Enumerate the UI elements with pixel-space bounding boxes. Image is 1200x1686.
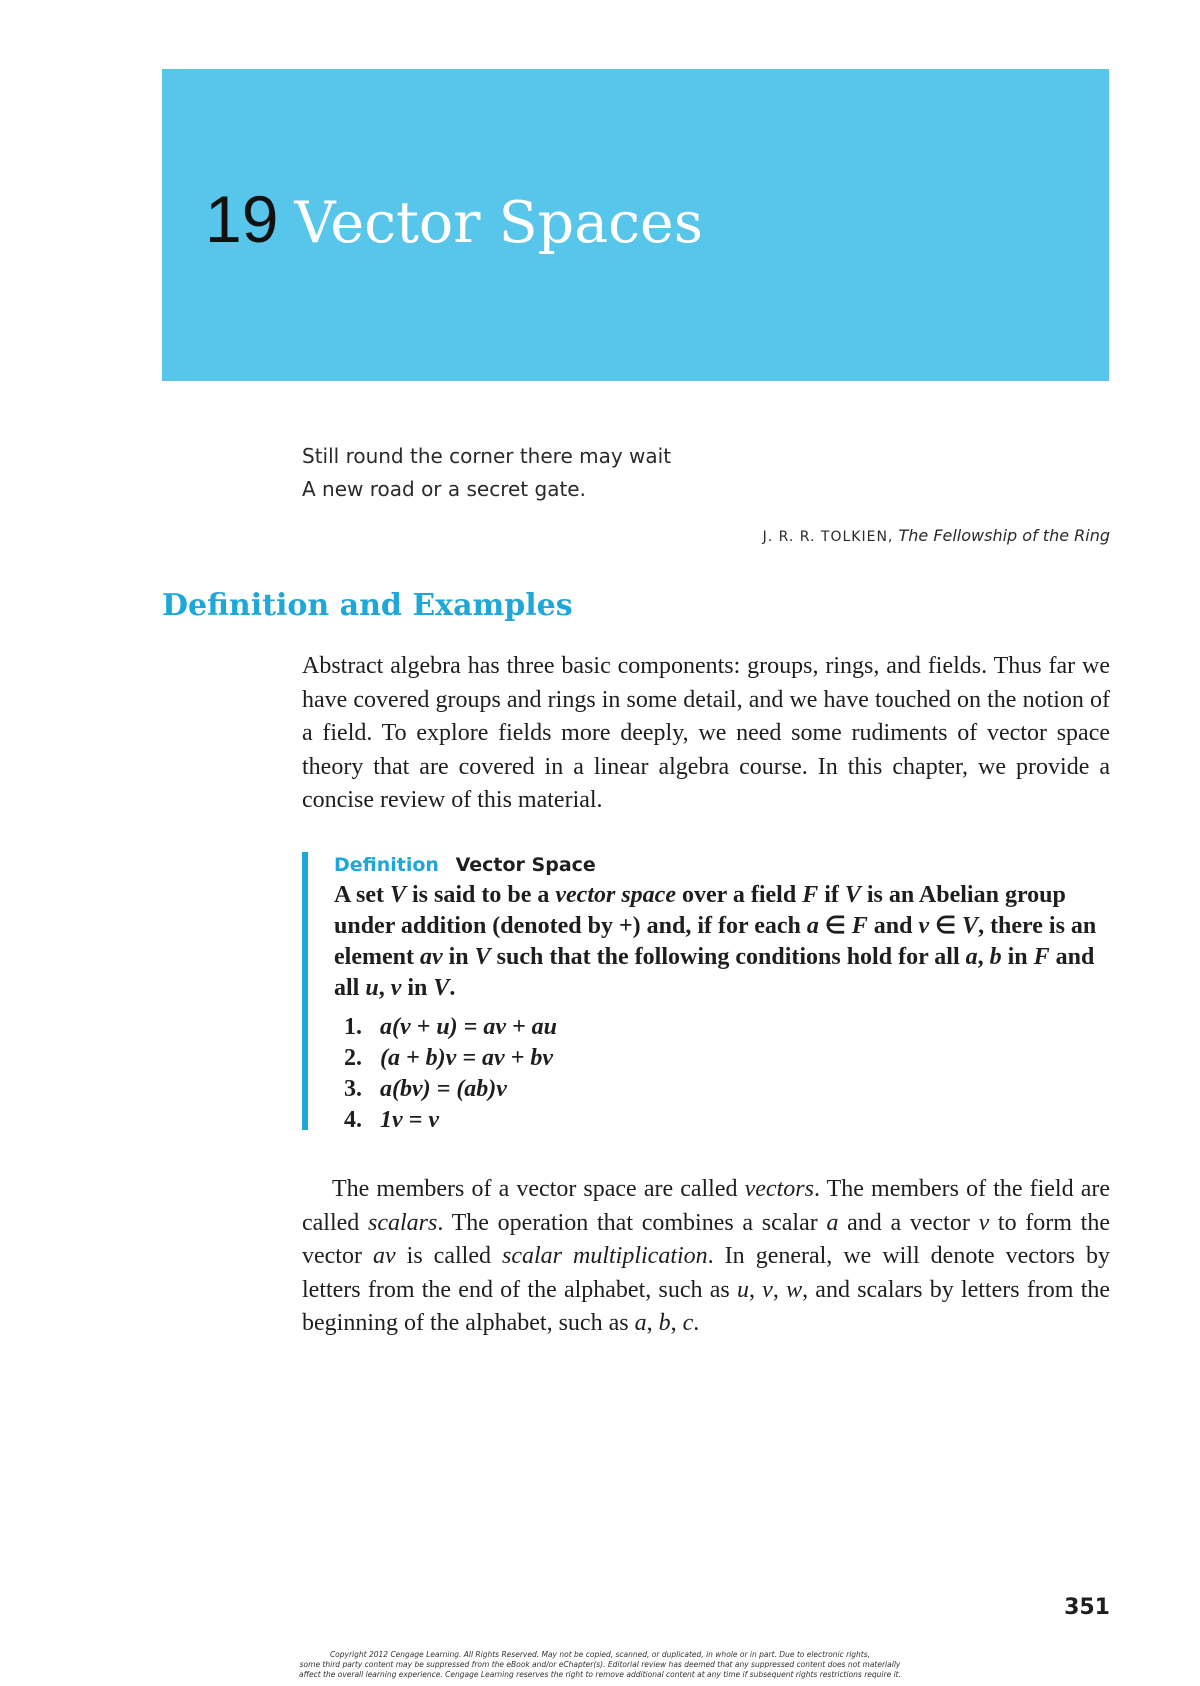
definition-title: Vector Space [455, 854, 596, 876]
italic-term: v [390, 975, 402, 1001]
epigraph-line: A new road or a secret gate. [302, 477, 586, 501]
axiom-item: 4. 1v = v [344, 1107, 439, 1133]
axiom-item: 3. a(bv) = (ab)v [344, 1076, 507, 1102]
italic-term: F [802, 882, 819, 908]
italic-term: F [851, 913, 868, 939]
italic-term: u [736, 1276, 749, 1303]
italic-term: scalars [368, 1209, 438, 1236]
definition-box [302, 852, 1110, 1133]
epigraph [302, 440, 1110, 545]
chapter-title [205, 182, 704, 256]
section-heading: Definition and Examples [162, 588, 573, 623]
italic-term: u [365, 975, 379, 1001]
copyright-line: affect the overall learning experience. Cengage Learning reserves the right to remove additional content at any time if subsequent rights restrictions require it. [298, 1670, 902, 1679]
epigraph-attribution [302, 526, 1110, 545]
intro-paragraph: Abstract algebra has three basic components: groups, rings, and fields. Thus far we have covered groups and rings in some detail, and we have touched on the notion of a field. To explore fields more deeply, we need some rudiments of vector space theory that are covered in a linear algebra course. In this chapter, we provide a concise review of this material. [302, 653, 1110, 813]
copyright-notice [260, 1650, 940, 1680]
chapter-number: 19 [205, 182, 279, 256]
italic-term: v [978, 1209, 990, 1236]
italic-term: V [433, 975, 450, 1001]
italic-term: v [762, 1276, 773, 1303]
definition-text: A set V is said to be a vector space over a field F if V is an Abelian group under addition (denoted by +) and, if for each a ∈ F and v ∈ V, there is an element av in V such that the following conditions hold for all a, b in F and all u, v in V. [334, 882, 1097, 1001]
italic-term: vector space [555, 882, 676, 908]
copyright-line: some third party content may be suppressed from the eBook and/or eChapter(s). Editorial review has deemed that any suppressed content does not materially [299, 1660, 901, 1669]
italic-term: F [1033, 944, 1050, 970]
italic-term: a [634, 1310, 647, 1336]
definition-label: Definition [334, 854, 439, 876]
definition-header [334, 852, 1110, 878]
italic-term: scalar multiplication [501, 1243, 708, 1269]
italic-term: av [372, 1243, 396, 1269]
axiom-list [334, 1012, 1110, 1136]
italic-term: b [658, 1310, 671, 1336]
epigraph-work: The Fellowship of the Ring [898, 526, 1110, 545]
italic-term: v [918, 913, 930, 939]
chapter-banner [162, 69, 1109, 381]
epigraph-author: J. R. R. TOLKIEN, [762, 529, 894, 545]
italic-term: V [962, 913, 979, 939]
chapter-name: Vector Spaces [294, 190, 704, 256]
italic-term: a [806, 913, 819, 939]
italic-term: V [390, 882, 407, 908]
italic-term: c [682, 1310, 694, 1336]
axiom-item: 2. (a + b)v = av + bv [344, 1045, 553, 1071]
italic-term: a [826, 1209, 839, 1236]
copyright-line: Copyright 2012 Cengage Learning. All Rights Reserved. May not be copied, scanned, or duplicated, in whole or in part. Due to electronic rights, [329, 1650, 871, 1659]
italic-term: a [965, 944, 978, 970]
italic-term: vectors [744, 1176, 814, 1202]
italic-term: V [844, 882, 861, 908]
italic-term: av [419, 944, 443, 970]
italic-term: w [786, 1276, 803, 1303]
body-paragraph: The members of a vector space are called vectors. The members of the field are called scalars. The operation that combines a scalar a and a vector v to form the vector av is called scalar multiplication. In general, we will denote vectors by letters from the end of the alphabet, such as u, v, w, and scalars by letters from the beginning of the alphabet, such as a, b, c. [302, 1176, 1111, 1336]
axiom-item: 1. a(v + u) = av + au [344, 1014, 558, 1040]
epigraph-line: Still round the corner there may wait [302, 444, 672, 468]
italic-term: V [474, 944, 491, 970]
page-number: 351 [1064, 1595, 1110, 1620]
italic-term: b [989, 944, 1002, 970]
